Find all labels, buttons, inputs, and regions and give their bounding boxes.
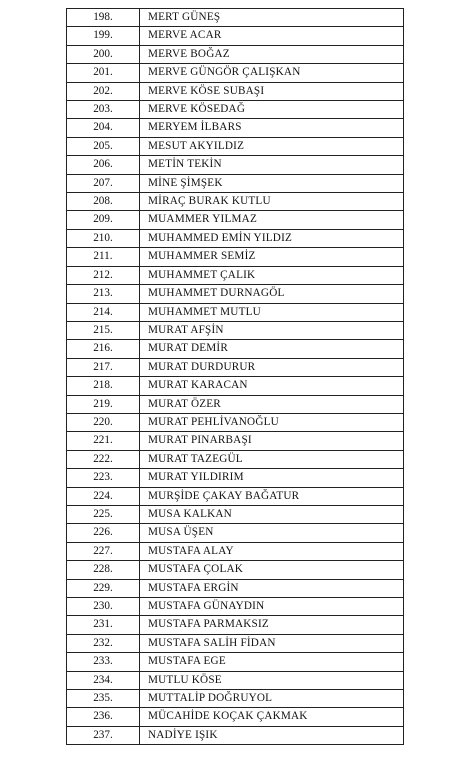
row-number: 228. <box>67 561 140 579</box>
person-name: MUAMMER YILMAZ <box>140 211 404 229</box>
table-row <box>67 174 404 192</box>
row-number: 227. <box>67 542 140 560</box>
table-row <box>67 505 404 523</box>
table-row <box>67 579 404 597</box>
person-name: MUHAMMER SEMİZ <box>140 248 404 266</box>
person-name: MURAT PEHLİVANOĞLU <box>140 413 404 431</box>
table-row <box>67 413 404 431</box>
row-number: 210. <box>67 229 140 247</box>
row-number: 222. <box>67 450 140 468</box>
table-row <box>67 450 404 468</box>
row-number: 232. <box>67 634 140 652</box>
person-name: MURAT DURDURUR <box>140 358 404 376</box>
person-name: MURAT DEMİR <box>140 340 404 358</box>
person-name: MUSTAFA EGE <box>140 653 404 671</box>
row-number: 225. <box>67 505 140 523</box>
table-row <box>67 598 404 616</box>
table-row <box>67 303 404 321</box>
person-name: NADİYE IŞIK <box>140 726 404 744</box>
person-name: MURAT PINARBAŞI <box>140 432 404 450</box>
person-name: MURŞİDE ÇAKAY BAĞATUR <box>140 487 404 505</box>
person-name: MUSTAFA SALİH FİDAN <box>140 634 404 652</box>
table-row <box>67 432 404 450</box>
table-row <box>67 119 404 137</box>
person-name: MERVE BOĞAZ <box>140 45 404 63</box>
table-row <box>67 377 404 395</box>
row-number: 205. <box>67 137 140 155</box>
row-number: 217. <box>67 358 140 376</box>
row-number: 221. <box>67 432 140 450</box>
row-number: 215. <box>67 321 140 339</box>
person-name: MERYEM İLBARS <box>140 119 404 137</box>
table-row <box>67 285 404 303</box>
table-row <box>67 82 404 100</box>
person-name: METİN TEKİN <box>140 156 404 174</box>
row-number: 234. <box>67 671 140 689</box>
table-row <box>67 653 404 671</box>
name-list-table <box>66 8 404 745</box>
person-name: MURAT YILDIRIM <box>140 469 404 487</box>
row-number: 229. <box>67 579 140 597</box>
row-number: 214. <box>67 303 140 321</box>
row-number: 207. <box>67 174 140 192</box>
row-number: 203. <box>67 101 140 119</box>
table-row <box>67 101 404 119</box>
row-number: 237. <box>67 726 140 744</box>
row-number: 236. <box>67 708 140 726</box>
table-row <box>67 266 404 284</box>
table-row <box>67 487 404 505</box>
row-number: 235. <box>67 690 140 708</box>
person-name: MUSTAFA GÜNAYDIN <box>140 598 404 616</box>
row-number: 208. <box>67 193 140 211</box>
person-name: MURAT TAZEGÜL <box>140 450 404 468</box>
table-row <box>67 524 404 542</box>
row-number: 224. <box>67 487 140 505</box>
table-row <box>67 9 404 27</box>
row-number: 226. <box>67 524 140 542</box>
row-number: 206. <box>67 156 140 174</box>
row-number: 233. <box>67 653 140 671</box>
table-row <box>67 561 404 579</box>
table-row <box>67 156 404 174</box>
person-name: MUHAMMET MUTLU <box>140 303 404 321</box>
row-number: 200. <box>67 45 140 63</box>
person-name: MESUT AKYILDIZ <box>140 137 404 155</box>
table-row <box>67 634 404 652</box>
row-number: 199. <box>67 27 140 45</box>
table-row <box>67 340 404 358</box>
row-number: 230. <box>67 598 140 616</box>
person-name: MUTLU KÖSE <box>140 671 404 689</box>
table-row <box>67 671 404 689</box>
table-row <box>67 708 404 726</box>
person-name: MERVE KÖSE SUBAŞI <box>140 82 404 100</box>
row-number: 220. <box>67 413 140 431</box>
row-number: 223. <box>67 469 140 487</box>
table-row <box>67 469 404 487</box>
row-number: 216. <box>67 340 140 358</box>
person-name: MERVE KÖSEDAĞ <box>140 101 404 119</box>
table-row <box>67 248 404 266</box>
person-name: MERVE GÜNGÖR ÇALIŞKAN <box>140 64 404 82</box>
table-row <box>67 193 404 211</box>
table-row <box>67 395 404 413</box>
row-number: 209. <box>67 211 140 229</box>
table-row <box>67 358 404 376</box>
person-name: MERVE ACAR <box>140 27 404 45</box>
person-name: MİNE ŞİMŞEK <box>140 174 404 192</box>
table-row <box>67 64 404 82</box>
person-name: MUSA KALKAN <box>140 505 404 523</box>
table-row <box>67 45 404 63</box>
person-name: MURAT AFŞİN <box>140 321 404 339</box>
person-name: MUSTAFA PARMAKSIZ <box>140 616 404 634</box>
table-row <box>67 229 404 247</box>
table-row <box>67 321 404 339</box>
table-row <box>67 137 404 155</box>
person-name: MUSTAFA ERGİN <box>140 579 404 597</box>
person-name: MURAT KARACAN <box>140 377 404 395</box>
row-number: 213. <box>67 285 140 303</box>
row-number: 198. <box>67 9 140 27</box>
person-name: MUHAMMED EMİN YILDIZ <box>140 229 404 247</box>
table-row <box>67 211 404 229</box>
row-number: 212. <box>67 266 140 284</box>
name-list-body <box>67 9 404 745</box>
table-row <box>67 726 404 744</box>
person-name: MİRAÇ BURAK KUTLU <box>140 193 404 211</box>
row-number: 219. <box>67 395 140 413</box>
person-name: MUSA ÜŞEN <box>140 524 404 542</box>
table-row <box>67 616 404 634</box>
person-name: MÜCAHİDE KOÇAK ÇAKMAK <box>140 708 404 726</box>
table-row <box>67 542 404 560</box>
row-number: 231. <box>67 616 140 634</box>
person-name: MERT GÜNEŞ <box>140 9 404 27</box>
person-name: MUHAMMET ÇALIK <box>140 266 404 284</box>
person-name: MUTTALİP DOĞRUYOL <box>140 690 404 708</box>
person-name: MUHAMMET DURNAGÖL <box>140 285 404 303</box>
person-name: MUSTAFA ÇOLAK <box>140 561 404 579</box>
table-row <box>67 690 404 708</box>
row-number: 202. <box>67 82 140 100</box>
table-row <box>67 27 404 45</box>
person-name: MURAT ÖZER <box>140 395 404 413</box>
row-number: 201. <box>67 64 140 82</box>
row-number: 211. <box>67 248 140 266</box>
row-number: 204. <box>67 119 140 137</box>
row-number: 218. <box>67 377 140 395</box>
person-name: MUSTAFA ALAY <box>140 542 404 560</box>
